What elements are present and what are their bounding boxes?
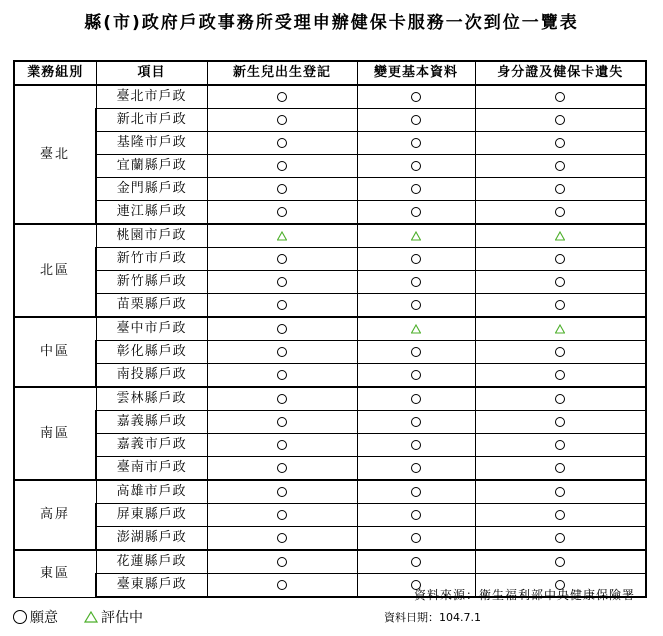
- mark-cell-newborn-registration: [207, 248, 357, 271]
- item-cell: 新竹縣戶政: [96, 271, 207, 294]
- mark-cell-change-basic-data: [357, 341, 475, 364]
- service-table: [13, 60, 647, 598]
- circle-icon: [411, 347, 421, 357]
- circle-icon: [411, 440, 421, 450]
- header-id-and-card-loss: 身分證及健保卡遺失: [475, 61, 646, 85]
- table-row: [14, 201, 646, 225]
- item-cell: 澎湖縣戶政: [96, 527, 207, 551]
- table-row: [14, 527, 646, 551]
- header-row: [14, 61, 646, 85]
- circle-icon: [555, 370, 565, 380]
- table-row: [14, 155, 646, 178]
- mark-cell-newborn-registration: [207, 364, 357, 388]
- item-cell: 臺中市戶政: [96, 317, 207, 341]
- circle-icon: [411, 510, 421, 520]
- legend-willing-label: 願意: [30, 610, 58, 626]
- triangle-icon: [411, 324, 421, 334]
- item-cell: 臺南市戶政: [96, 457, 207, 481]
- item-cell: 雲林縣戶政: [96, 387, 207, 411]
- mark-cell-change-basic-data: [357, 224, 475, 248]
- circle-icon: [555, 138, 565, 148]
- circle-icon: [555, 92, 565, 102]
- mark-cell-id-and-card-loss: [475, 341, 646, 364]
- circle-icon: [277, 580, 287, 590]
- circle-icon: [411, 138, 421, 148]
- mark-cell-id-and-card-loss: [475, 387, 646, 411]
- table-row: [14, 550, 646, 574]
- table-row: [14, 411, 646, 434]
- circle-icon: [555, 184, 565, 194]
- circle-icon: [277, 161, 287, 171]
- header-newborn-registration: 新生兒出生登記: [207, 61, 357, 85]
- circle-icon: [555, 557, 565, 567]
- legend-willing: [13, 607, 58, 627]
- mark-cell-change-basic-data: [357, 248, 475, 271]
- table-row: [14, 248, 646, 271]
- mark-cell-change-basic-data: [357, 85, 475, 109]
- mark-cell-newborn-registration: [207, 109, 357, 132]
- header-item: 項目: [96, 61, 207, 85]
- circle-icon: [555, 440, 565, 450]
- mark-cell-newborn-registration: [207, 504, 357, 527]
- mark-cell-newborn-registration: [207, 317, 357, 341]
- mark-cell-id-and-card-loss: [475, 434, 646, 457]
- mark-cell-newborn-registration: [207, 341, 357, 364]
- region-cell: 中區: [14, 317, 96, 387]
- data-source: 資料來源：衛生福利部中央健康保險署: [413, 588, 635, 602]
- item-cell: 桃園市戶政: [96, 224, 207, 248]
- circle-icon: [555, 510, 565, 520]
- mark-cell-newborn-registration: [207, 132, 357, 155]
- circle-icon: [277, 557, 287, 567]
- circle-icon: [277, 440, 287, 450]
- circle-icon: [411, 161, 421, 171]
- item-cell: 臺北市戶政: [96, 85, 207, 109]
- mark-cell-newborn-registration: [207, 224, 357, 248]
- mark-cell-change-basic-data: [357, 434, 475, 457]
- mark-cell-newborn-registration: [207, 434, 357, 457]
- circle-icon: [411, 394, 421, 404]
- header-change-basic-data: 變更基本資料: [357, 61, 475, 85]
- circle-icon: [555, 115, 565, 125]
- mark-cell-id-and-card-loss: [475, 224, 646, 248]
- mark-cell-id-and-card-loss: [475, 550, 646, 574]
- table-row: [14, 341, 646, 364]
- table-row: [14, 271, 646, 294]
- circle-icon: [411, 184, 421, 194]
- legend-evaluating: [84, 607, 143, 627]
- mark-cell-change-basic-data: [357, 387, 475, 411]
- table-row: [14, 387, 646, 411]
- item-cell: 屏東縣戶政: [96, 504, 207, 527]
- item-cell: 宜蘭縣戶政: [96, 155, 207, 178]
- mark-cell-newborn-registration: [207, 387, 357, 411]
- mark-cell-change-basic-data: [357, 317, 475, 341]
- mark-cell-id-and-card-loss: [475, 480, 646, 504]
- triangle-icon: [411, 231, 421, 241]
- mark-cell-change-basic-data: [357, 201, 475, 225]
- circle-icon: [555, 300, 565, 310]
- circle-icon: [411, 92, 421, 102]
- circle-icon: [555, 533, 565, 543]
- mark-cell-newborn-registration: [207, 550, 357, 574]
- mark-cell-id-and-card-loss: [475, 364, 646, 388]
- header-group: 業務組別: [14, 61, 96, 85]
- mark-cell-id-and-card-loss: [475, 178, 646, 201]
- mark-cell-id-and-card-loss: [475, 132, 646, 155]
- item-cell: 嘉義縣戶政: [96, 411, 207, 434]
- table-row: [14, 480, 646, 504]
- item-cell: 彰化縣戶政: [96, 341, 207, 364]
- circle-icon: [411, 207, 421, 217]
- item-cell: 苗栗縣戶政: [96, 294, 207, 318]
- circle-icon: [277, 324, 287, 334]
- table-row: [14, 132, 646, 155]
- mark-cell-newborn-registration: [207, 457, 357, 481]
- mark-cell-id-and-card-loss: [475, 294, 646, 318]
- item-cell: 花蓮縣戶政: [96, 550, 207, 574]
- circle-icon: [411, 487, 421, 497]
- mark-cell-change-basic-data: [357, 364, 475, 388]
- mark-cell-change-basic-data: [357, 132, 475, 155]
- item-cell: 新竹市戶政: [96, 248, 207, 271]
- circle-icon: [411, 115, 421, 125]
- table-row: [14, 109, 646, 132]
- circle-icon: [555, 417, 565, 427]
- mark-cell-newborn-registration: [207, 271, 357, 294]
- mark-cell-change-basic-data: [357, 178, 475, 201]
- item-cell: 高雄市戶政: [96, 480, 207, 504]
- circle-icon: [277, 417, 287, 427]
- item-cell: 連江縣戶政: [96, 201, 207, 225]
- triangle-icon: [555, 324, 565, 334]
- table-body: [14, 85, 646, 597]
- circle-icon: [277, 254, 287, 264]
- circle-icon: [277, 487, 287, 497]
- region-cell: 北區: [14, 224, 96, 317]
- region-cell: 高屏: [14, 480, 96, 550]
- mark-cell-change-basic-data: [357, 527, 475, 551]
- item-cell: 基隆市戶政: [96, 132, 207, 155]
- circle-icon: [411, 277, 421, 287]
- circle-icon: [277, 300, 287, 310]
- mark-cell-change-basic-data: [357, 271, 475, 294]
- circle-icon: [555, 463, 565, 473]
- circle-icon: [277, 347, 287, 357]
- circle-icon: [277, 463, 287, 473]
- mark-cell-id-and-card-loss: [475, 457, 646, 481]
- circle-icon: [277, 510, 287, 520]
- circle-icon: [555, 487, 565, 497]
- mark-cell-id-and-card-loss: [475, 248, 646, 271]
- circle-icon: [411, 463, 421, 473]
- circle-icon: [555, 347, 565, 357]
- page-title: 縣(市)政府戶政事務所受理申辦健保卡服務一次到位一覽表: [84, 13, 579, 33]
- mark-cell-newborn-registration: [207, 201, 357, 225]
- circle-icon: [555, 277, 565, 287]
- mark-cell-id-and-card-loss: [475, 109, 646, 132]
- table-row: [14, 294, 646, 318]
- item-cell: 新北市戶政: [96, 109, 207, 132]
- data-date: 資料日期：104.7.1: [384, 611, 481, 624]
- table-row: [14, 224, 646, 248]
- mark-cell-change-basic-data: [357, 457, 475, 481]
- mark-cell-id-and-card-loss: [475, 504, 646, 527]
- circle-icon: [277, 138, 287, 148]
- mark-cell-change-basic-data: [357, 294, 475, 318]
- circle-icon: [555, 394, 565, 404]
- mark-cell-change-basic-data: [357, 504, 475, 527]
- table-row: [14, 434, 646, 457]
- mark-cell-newborn-registration: [207, 294, 357, 318]
- circle-icon: [411, 254, 421, 264]
- triangle-icon: [84, 611, 98, 623]
- circle-icon: [277, 277, 287, 287]
- legend: [13, 607, 169, 627]
- table-row: [14, 317, 646, 341]
- mark-cell-id-and-card-loss: [475, 411, 646, 434]
- mark-cell-newborn-registration: [207, 85, 357, 109]
- circle-icon: [277, 394, 287, 404]
- mark-cell-change-basic-data: [357, 155, 475, 178]
- item-cell: 嘉義市戶政: [96, 434, 207, 457]
- triangle-icon: [555, 231, 565, 241]
- mark-cell-change-basic-data: [357, 550, 475, 574]
- circle-icon: [277, 370, 287, 380]
- circle-icon: [555, 207, 565, 217]
- circle-icon: [277, 92, 287, 102]
- item-cell: 臺東縣戶政: [96, 574, 207, 598]
- region-cell: 南區: [14, 387, 96, 480]
- circle-icon: [13, 610, 27, 624]
- mark-cell-change-basic-data: [357, 109, 475, 132]
- mark-cell-newborn-registration: [207, 480, 357, 504]
- item-cell: 金門縣戶政: [96, 178, 207, 201]
- circle-icon: [277, 115, 287, 125]
- circle-icon: [411, 557, 421, 567]
- mark-cell-id-and-card-loss: [475, 527, 646, 551]
- mark-cell-id-and-card-loss: [475, 271, 646, 294]
- region-cell: 東區: [14, 550, 96, 597]
- circle-icon: [555, 161, 565, 171]
- mark-cell-newborn-registration: [207, 574, 357, 598]
- mark-cell-id-and-card-loss: [475, 317, 646, 341]
- mark-cell-newborn-registration: [207, 527, 357, 551]
- mark-cell-id-and-card-loss: [475, 85, 646, 109]
- table-row: [14, 364, 646, 388]
- circle-icon: [411, 370, 421, 380]
- mark-cell-change-basic-data: [357, 480, 475, 504]
- circle-icon: [411, 300, 421, 310]
- mark-cell-newborn-registration: [207, 411, 357, 434]
- table-row: [14, 178, 646, 201]
- circle-icon: [555, 254, 565, 264]
- circle-icon: [277, 533, 287, 543]
- region-cell: 臺北: [14, 85, 96, 224]
- mark-cell-change-basic-data: [357, 411, 475, 434]
- circle-icon: [277, 207, 287, 217]
- table-row: [14, 457, 646, 481]
- mark-cell-newborn-registration: [207, 178, 357, 201]
- circle-icon: [411, 417, 421, 427]
- mark-cell-id-and-card-loss: [475, 201, 646, 225]
- mark-cell-newborn-registration: [207, 155, 357, 178]
- circle-icon: [277, 184, 287, 194]
- mark-cell-id-and-card-loss: [475, 155, 646, 178]
- triangle-icon: [277, 231, 287, 241]
- item-cell: 南投縣戶政: [96, 364, 207, 388]
- table-row: [14, 85, 646, 109]
- table-row: [14, 504, 646, 527]
- circle-icon: [411, 533, 421, 543]
- legend-evaluating-label: 評估中: [101, 610, 143, 626]
